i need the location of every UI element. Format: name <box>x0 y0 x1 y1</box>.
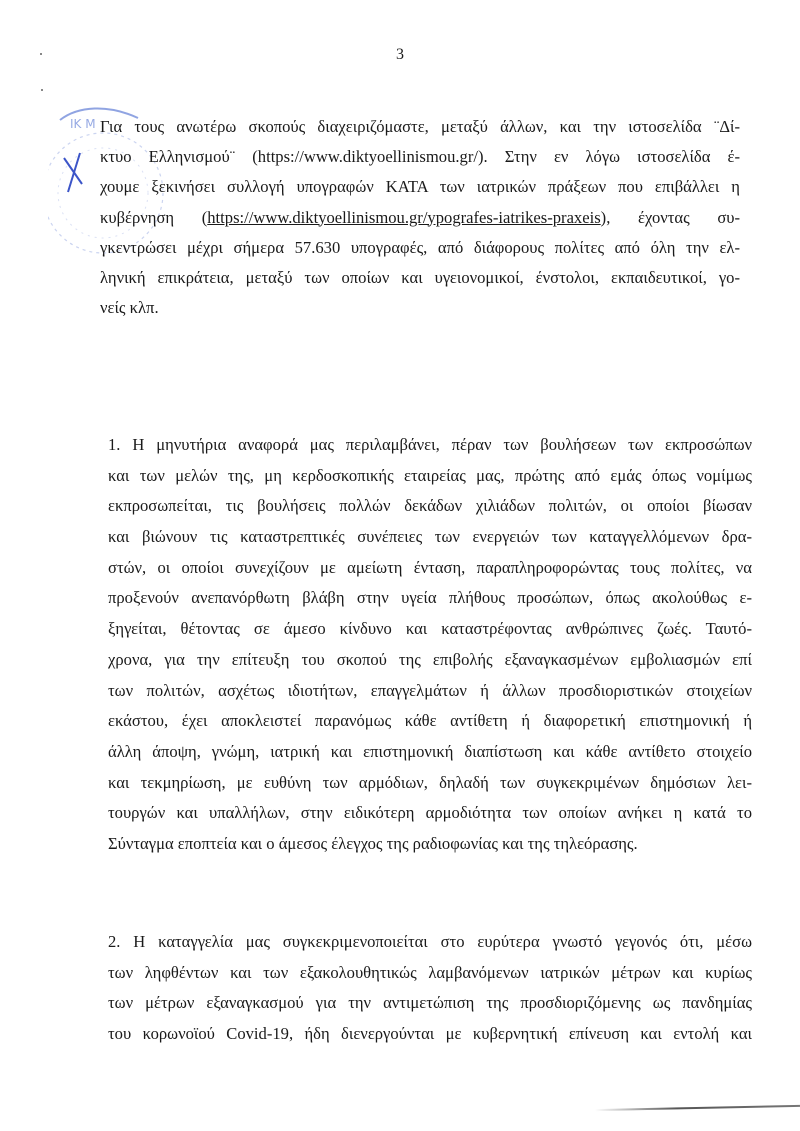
text-line: του κορωνοϊού Covid-19, ήδη διενεργούνται με κυβερνητική επίνευση και εντολή και <box>108 1024 752 1044</box>
text-line: χρονα, για την επίτευξη του σκοπού της επιβολής εξαναγκασμένων εμβολιασμών επί <box>108 649 752 669</box>
text-line: και των μελών της, μη κερδοσκοπικής εταιρείας μας, πρώτης από εμάς όπως νομίμως <box>108 465 752 485</box>
text-fragment: ), έχοντας συ- <box>600 207 741 227</box>
text-line: 1. Η μηνυτήρια αναφορά μας περιλαμβάνει, πέραν των βουλήσεων των εκπροσώπων <box>108 435 752 454</box>
text-line: προξενούν ανεπανόρθωτη βλάβη στην υγεία πλήθους προσώπων, όπως ακολούθως ε- <box>108 588 752 608</box>
text-line: των πολιτών, ασχέτως ιδιοτήτων, επαγγελμάτων ή άλλων προσδιοριστικών στοιχείων <box>108 680 752 700</box>
text-line: Σύνταγμα εποπτεία και ο άμεσος έλεγχος της ραδιοφωνίας και της τηλεόρασης. <box>108 833 638 853</box>
text-line-with-link <box>100 203 740 233</box>
text-line: Για τους ανωτέρω σκοπούς διαχειριζόμαστε, μεταξύ άλλων, και την ιστοσελίδα ¨Δί- <box>100 117 740 136</box>
section-1-paragraph <box>108 430 752 860</box>
text-fragment: κυβέρνηση ( <box>100 207 208 227</box>
section-2-paragraph <box>108 927 752 1050</box>
text-line: άλλη άποψη, γνώμη, ιατρική και επιστημονική διαπίστωση και κάθε αντίθετο στοιχείο <box>108 741 752 761</box>
svg-text:ΙΚ Μ: ΙΚ Μ <box>70 117 96 131</box>
text-line: κτυο Ελληνισμού¨ (https://www.diktyoellinismou.gr/). Στην εν λόγω ιστοσελίδα έ- <box>100 147 740 167</box>
text-line: 2. Η καταγγελία μας συγκεκριμενοποιείται στο ευρύτερα γνωστό γεγονός ότι, μέσω <box>108 932 752 951</box>
text-line: και βιώνουν τις καταστρεπτικές συνέπειες των ενεργειών των καταγγελλόμενων δρα- <box>108 527 752 547</box>
text-line: εκπροσωπείται, τις βουλήσεις πολλών δεκάδων χιλιάδων πολιτών, οι οποίοι βίωσαν <box>108 496 752 516</box>
text-line: και τεκμηρίωση, με ευθύνη των αρμόδιων, δηλαδή των συγκεκριμένων δημόσιων λει- <box>108 772 752 792</box>
text-line: τουργών και υπαλλήλων, στην ειδικότερη αρμοδιότητα των οποίων ανήκει η κατά το <box>108 803 752 823</box>
text-line: των ληφθέντων και των εξακολουθητικώς λαμβανόμενων ιατρικών μέτρων και κυρίως <box>108 962 752 982</box>
text-line: νείς κλπ. <box>100 298 159 318</box>
petition-link[interactable]: https://www.diktyoellinismou.gr/ypografes-iatrikes-praxeis <box>207 207 601 227</box>
margin-mark <box>41 89 43 91</box>
text-line: ληνική επικράτεια, μεταξύ των οποίων και υγειονομικοί, ένστολοι, εκπαιδευτικοί, γο- <box>100 267 740 287</box>
text-line: εκάστου, έχει αποκλειστεί παρανόμως κάθε αντίθετη ή διαφορετική επιστημονική ή <box>108 711 752 731</box>
text-line: των μέτρων εξαναγκασμού για την αντιμετώπιση της προσδιοριζόμενης ως πανδημίας <box>108 993 752 1013</box>
text-line: γκεντρώσει μέχρι σήμερα 57.630 υπογραφές, από διάφορους πολίτες από όλη την ελ- <box>100 237 740 257</box>
text-line: χουμε ξεκινήσει συλλογή υπογραφών ΚΑΤΑ των ιατρικών πράξεων που επιβάλλει η <box>100 177 740 197</box>
margin-mark <box>40 53 42 55</box>
scan-artifact <box>595 1105 800 1111</box>
text-line: στών, οι οποίοι συνεχίζουν με αμείωτη ένταση, παραπληροφορώντας τους πολίτες, να <box>108 557 752 577</box>
page-number: 3 <box>396 46 404 63</box>
intro-paragraph <box>100 112 740 323</box>
text-line: ξηγείται, θέτοντας σε άμεσο κίνδυνο και καταστρέφοντας ανθρώπινες ζωές. Ταυτό- <box>108 619 752 639</box>
